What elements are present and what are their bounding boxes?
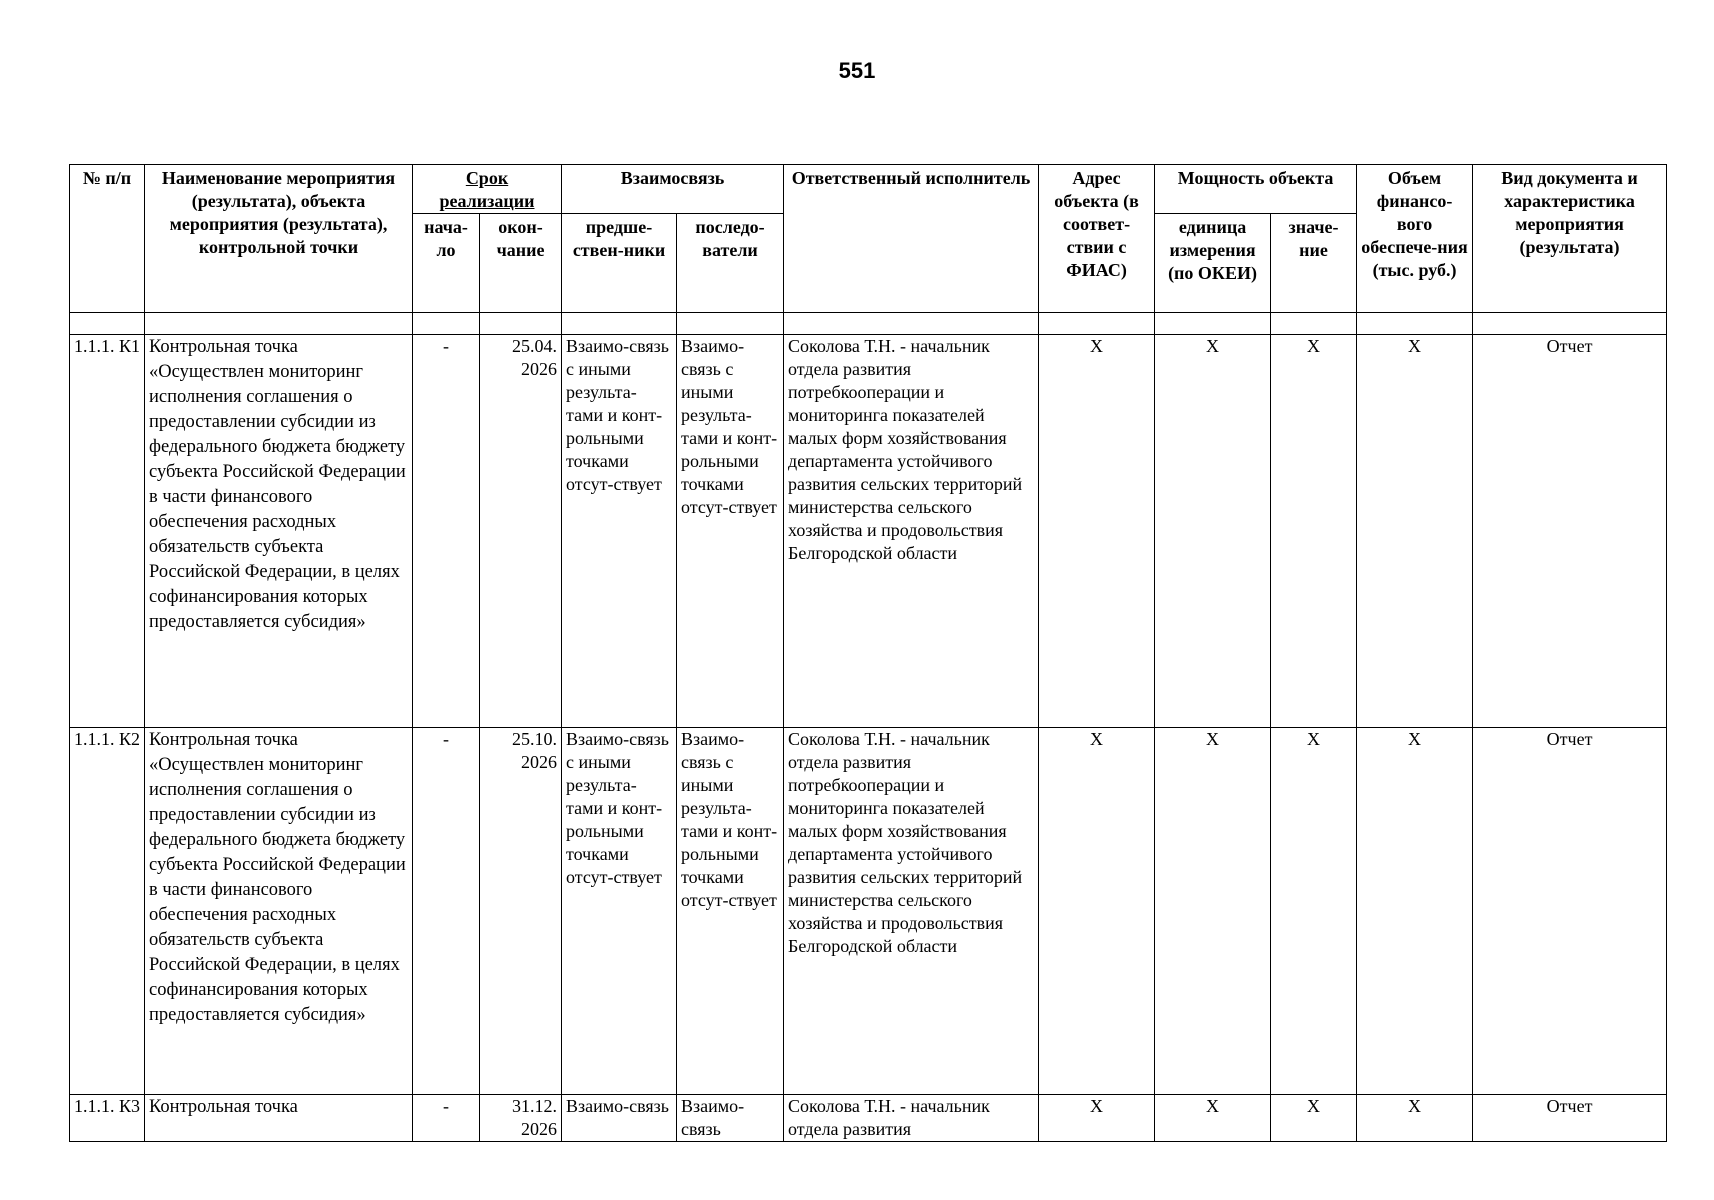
row-num: 1.1.1. К1 (70, 335, 145, 728)
header-link-next: последо-ватели (677, 214, 784, 313)
row-responsible: Соколова Т.Н. - начальник отдела развития потребкооперации и мониторинга показателей малых форм хозяйствования департамента устойчивого развития сельских территорий министерства сельского хозяйства и продовольствия Белгородской области (784, 728, 1039, 1095)
spacer-row (70, 313, 1667, 335)
header-name: Наименование мероприятия (результата), объекта мероприятия (результата), контрольной точки (145, 165, 413, 313)
page-number: 551 (838, 58, 876, 83)
row-start: - (413, 728, 480, 1095)
header-address: Адрес объекта (в соответ-ствии с ФИАС) (1039, 165, 1155, 313)
row-prev: Взаимо-связь (562, 1095, 677, 1142)
row-address: Х (1039, 1095, 1155, 1142)
row-doc: Отчет (1473, 335, 1667, 728)
header-capacity-value: значе-ние (1271, 214, 1357, 313)
row-address: Х (1039, 728, 1155, 1095)
row-value: Х (1271, 728, 1357, 1095)
header-finance: Объем финансо-вого обеспече-ния (тыс. руб.) (1357, 165, 1473, 313)
header-capacity-unit: единица измерения (по ОКЕИ) (1155, 214, 1271, 313)
row-responsible: Соколова Т.Н. - начальник отдела развития потребкооперации и мониторинга показателей малых форм хозяйствования департамента устойчивого развития сельских территорий министерства сельского хозяйства и продовольствия Белгородской области (784, 335, 1039, 728)
header-period-label: Срок реализации (439, 168, 535, 211)
row-name: Контрольная точка «Осуществлен мониторинг исполнения соглашения о предоставлении субсидии из федерального бюджета бюджету субъекта Российской Федерации в части финансового обеспечения расходных обязательств субъекта Российской Федерации, в целях софинансирования которых предоставляется субсидия» (145, 728, 413, 1095)
row-unit: Х (1155, 1095, 1271, 1142)
row-unit: Х (1155, 335, 1271, 728)
row-finance: Х (1357, 1095, 1473, 1142)
row-doc: Отчет (1473, 1095, 1667, 1142)
row-next: Взаимо-связь с иными результа-тами и конт-рольными точками отсут-ствует (677, 335, 784, 728)
row-name: Контрольная точка (145, 1095, 413, 1142)
row-end: 25.10. 2026 (480, 728, 562, 1095)
header-link-prev: предше-ствен-ники (562, 214, 677, 313)
table-row (70, 728, 1667, 1095)
header-period-start: нача-ло (413, 214, 480, 313)
row-end: 31.12. 2026 (480, 1095, 562, 1142)
header-row-top (70, 165, 1667, 214)
row-next: Взаимо-связь с иными результа-тами и конт-рольными точками отсут-ствует (677, 728, 784, 1095)
row-prev: Взаимо-связь с иными результа-тами и конт-рольными точками отсут-ствует (562, 335, 677, 728)
row-finance: Х (1357, 335, 1473, 728)
row-responsible: Соколова Т.Н. - начальник отдела развития (784, 1095, 1039, 1142)
header-num: № п/п (70, 165, 145, 313)
row-address: Х (1039, 335, 1155, 728)
row-num: 1.1.1. К2 (70, 728, 145, 1095)
row-doc: Отчет (1473, 728, 1667, 1095)
row-value: Х (1271, 1095, 1357, 1142)
row-name: Контрольная точка «Осуществлен мониторинг исполнения соглашения о предоставлении субсидии из федерального бюджета бюджету субъекта Российской Федерации в части финансового обеспечения расходных обязательств субъекта Российской Федерации, в целях софинансирования которых предоставляется субсидия» (145, 335, 413, 728)
row-finance: Х (1357, 728, 1473, 1095)
row-prev: Взаимо-связь с иными результа-тами и конт-рольными точками отсут-ствует (562, 728, 677, 1095)
table-row (70, 1095, 1667, 1142)
row-start: - (413, 1095, 480, 1142)
header-doc-type: Вид документа и характеристика мероприятия (результата) (1473, 165, 1667, 313)
plan-table (69, 164, 1667, 1142)
header-period (413, 165, 562, 214)
header-responsible: Ответственный исполнитель (784, 165, 1039, 313)
row-num: 1.1.1. К3 (70, 1095, 145, 1142)
table-row (70, 335, 1667, 728)
row-value: Х (1271, 335, 1357, 728)
header-period-end: окон-чание (480, 214, 562, 313)
header-link: Взаимосвязь (562, 165, 784, 214)
row-unit: Х (1155, 728, 1271, 1095)
row-start: - (413, 335, 480, 728)
row-end: 25.04. 2026 (480, 335, 562, 728)
header-capacity: Мощность объекта (1155, 165, 1357, 214)
row-next: Взаимо-связь (677, 1095, 784, 1142)
